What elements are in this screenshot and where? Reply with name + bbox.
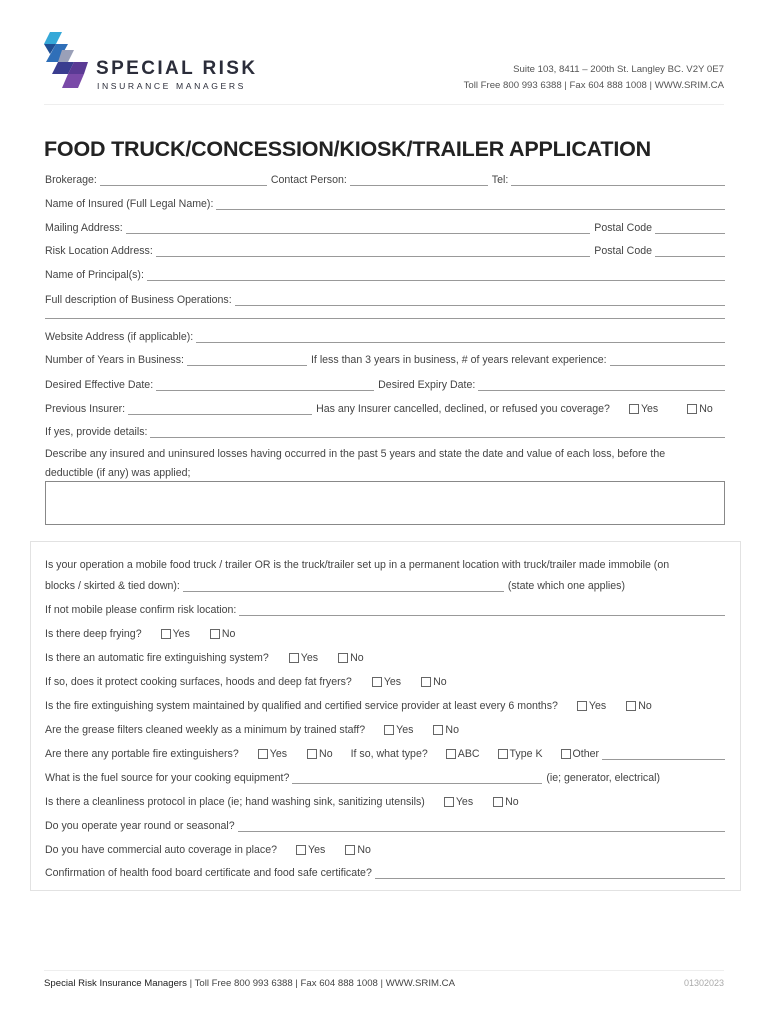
years-business-field[interactable]: [187, 355, 307, 366]
not-mobile-field[interactable]: [239, 605, 725, 616]
yes-label: Yes: [300, 652, 319, 664]
logo-mark-icon: [44, 30, 90, 90]
cleanliness-no[interactable]: [493, 796, 519, 808]
checkbox[interactable]: [338, 653, 348, 663]
type-abc-option[interactable]: [446, 748, 480, 760]
footer-company: Special Risk Insurance Managers: [44, 978, 187, 989]
type-k-option[interactable]: [498, 748, 543, 760]
type-other-option[interactable]: [561, 748, 600, 760]
not-mobile-label: If not mobile please confirm risk location:: [45, 604, 237, 616]
portable-ext-no[interactable]: [307, 748, 333, 760]
contact-person-label: Contact Person:: [270, 174, 347, 186]
row-health-cert: [45, 863, 725, 879]
row-grease-filters: [45, 720, 725, 736]
losses-textarea[interactable]: [45, 481, 725, 525]
mailing-address-field[interactable]: [126, 223, 591, 234]
row-yes-details: [45, 422, 725, 438]
commercial-auto-yes[interactable]: [296, 844, 325, 856]
row-protect-surfaces: [45, 672, 725, 688]
company-address: [464, 62, 724, 94]
health-cert-field[interactable]: [375, 868, 725, 879]
checkbox[interactable]: [629, 404, 639, 414]
name-insured-label: Name of Insured (Full Legal Name):: [45, 198, 214, 210]
row-cleanliness: [45, 792, 725, 808]
footer-divider: [44, 970, 724, 971]
no-label: No: [445, 724, 459, 736]
expiry-date-label: Desired Expiry Date:: [378, 379, 476, 391]
checkbox[interactable]: [210, 629, 220, 639]
maintained-yes[interactable]: [577, 700, 606, 712]
company-logo: [44, 30, 264, 96]
checkbox[interactable]: [384, 725, 394, 735]
expiry-date-field[interactable]: [478, 380, 725, 391]
checkbox[interactable]: [296, 845, 306, 855]
auto-fire-no[interactable]: [338, 652, 364, 664]
postal-code-label: Postal Code: [594, 222, 652, 234]
no-label: No: [357, 844, 371, 856]
checkbox[interactable]: [577, 701, 587, 711]
fuel-source-question: What is the fuel source for your cooking equipment?: [45, 772, 290, 784]
footer-contact: | Toll Free 800 993 6388 | Fax 604 888 1008 | WWW.SRIM.CA: [186, 978, 455, 989]
row-year-round: [45, 816, 725, 832]
fuel-source-field[interactable]: [292, 773, 542, 784]
tel-field[interactable]: [511, 175, 725, 186]
checkbox[interactable]: [446, 749, 456, 759]
website-field[interactable]: [196, 332, 725, 343]
row-website: [45, 327, 725, 343]
row-brokerage: [45, 170, 725, 186]
what-type-label: If so, what type?: [350, 748, 428, 760]
years-experience-label: If less than 3 years in business, # of years relevant experience:: [310, 354, 607, 366]
cleanliness-yes[interactable]: [444, 796, 473, 808]
fuel-source-hint: (ie; generator, electrical): [546, 772, 660, 784]
row-maintained: [45, 696, 725, 712]
checkbox[interactable]: [493, 797, 503, 807]
business-ops-label: Full description of Business Operations:: [45, 294, 232, 306]
checkbox[interactable]: [421, 677, 431, 687]
checkbox[interactable]: [444, 797, 454, 807]
years-business-label: Number of Years in Business:: [45, 354, 184, 366]
no-label: No: [433, 676, 447, 688]
year-round-question: Do you operate year round or seasonal?: [45, 820, 235, 832]
yes-details-field[interactable]: [150, 427, 725, 438]
grease-filters-question: Are the grease filters cleaned weekly as a minimum by trained staff?: [45, 724, 366, 736]
yes-label: Yes: [308, 844, 326, 856]
page-footer: [44, 978, 455, 989]
checkbox[interactable]: [433, 725, 443, 735]
checkbox[interactable]: [498, 749, 508, 759]
form-code: 01302023: [683, 978, 724, 988]
row-previous-insurer: [45, 399, 725, 415]
mobile-question: Is your operation a mobile food truck / trailer OR is the truck/trailer set up in a permanent location with truck/trailer made immobile (on: [45, 559, 670, 571]
no-label: No: [319, 748, 333, 760]
other-label: Other: [572, 748, 600, 760]
row-deep-frying: [45, 624, 725, 640]
postal-code-label-2: Postal Code: [594, 245, 652, 257]
tel-label: Tel:: [491, 174, 509, 186]
mobile-answer-field[interactable]: [183, 581, 504, 592]
yes-label: Yes: [383, 676, 402, 688]
abc-label: ABC: [457, 748, 480, 760]
row-mobile-answer: [45, 576, 628, 592]
maintained-question: Is the fire extinguishing system maintained by qualified and certified service provider at least every 6 months?: [45, 700, 558, 712]
cancelled-no-option[interactable]: [687, 403, 713, 415]
postal-code-field-2[interactable]: [655, 246, 725, 257]
yes-label: Yes: [269, 748, 288, 760]
row-mailing-address: [45, 218, 725, 234]
row-name-insured: [45, 194, 725, 210]
row-commercial-auto: [45, 840, 725, 856]
grease-filters-yes[interactable]: [384, 724, 413, 736]
row-business-ops-cont: [45, 303, 725, 319]
principals-field[interactable]: [147, 270, 725, 281]
maintained-no[interactable]: [626, 700, 652, 712]
year-round-field[interactable]: [238, 821, 725, 832]
row-not-mobile: [45, 600, 725, 616]
yes-label: Yes: [640, 403, 659, 415]
checkbox[interactable]: [161, 629, 171, 639]
portable-ext-yes[interactable]: [258, 748, 287, 760]
deep-frying-no[interactable]: [210, 628, 236, 640]
brokerage-field[interactable]: [100, 175, 267, 186]
type-other-field[interactable]: [602, 749, 725, 760]
protect-surfaces-yes[interactable]: [372, 676, 401, 688]
contact-line: Toll Free 800 993 6388 | Fax 604 888 1008 | WWW.SRIM.CA: [463, 80, 724, 91]
page-title: FOOD TRUCK/CONCESSION/KIOSK/TRAILER APPLICATION: [44, 137, 651, 161]
cancelled-question: Has any Insurer cancelled, declined, or refused you coverage?: [316, 403, 610, 415]
checkbox[interactable]: [258, 749, 268, 759]
principals-label: Name of Principal(s):: [45, 269, 144, 281]
portable-ext-question: Are there any portable fire extinguishers?: [45, 748, 239, 760]
row-auto-fire: [45, 648, 725, 664]
grease-filters-no[interactable]: [433, 724, 459, 736]
logo-name: SPECIAL RISK: [96, 58, 258, 79]
commercial-auto-no[interactable]: [345, 844, 371, 856]
no-label: No: [221, 628, 236, 640]
row-principals: [45, 265, 725, 281]
cancelled-yes-option[interactable]: [629, 403, 658, 415]
brokerage-label: Brokerage:: [45, 174, 97, 186]
no-label: No: [699, 403, 713, 415]
previous-insurer-field[interactable]: [128, 404, 312, 415]
checkbox[interactable]: [561, 749, 571, 759]
type-k-label: Type K: [509, 748, 543, 760]
business-ops-field-2[interactable]: [45, 308, 725, 319]
health-cert-question: Confirmation of health food board certificate and food safe certificate?: [45, 867, 372, 879]
checkbox[interactable]: [307, 749, 317, 759]
name-insured-field[interactable]: [216, 199, 725, 210]
mailing-address-label: Mailing Address:: [45, 222, 123, 234]
operations-section: [30, 541, 741, 891]
risk-location-label: Risk Location Address:: [45, 245, 153, 257]
mobile-question-cont: blocks / skirted & tied down):: [45, 580, 180, 592]
auto-fire-question: Is there an automatic fire extinguishing system?: [45, 652, 269, 664]
yes-label: Yes: [396, 724, 414, 736]
no-label: No: [638, 700, 652, 712]
cleanliness-question: Is there a cleanliness protocol in place (ie; hand washing sink, sanitizing utensils): [45, 796, 425, 808]
protect-surfaces-question: If so, does it protect cooking surfaces, hoods and deep fat fryers?: [45, 676, 352, 688]
yes-details-label: If yes, provide details:: [45, 426, 148, 438]
effective-date-label: Desired Effective Date:: [45, 379, 154, 391]
yes-label: Yes: [455, 796, 474, 808]
row-dates: [45, 375, 725, 391]
header-divider: [44, 104, 724, 105]
previous-insurer-label: Previous Insurer:: [45, 403, 126, 415]
auto-fire-yes[interactable]: [289, 652, 318, 664]
years-experience-field[interactable]: [610, 355, 725, 366]
checkbox[interactable]: [345, 845, 355, 855]
contact-person-field[interactable]: [350, 175, 488, 186]
logo-subtitle: INSURANCE MANAGERS: [97, 81, 246, 91]
state-which-note: (state which one applies): [507, 580, 625, 592]
yes-label: Yes: [172, 628, 190, 640]
checkbox[interactable]: [687, 404, 697, 414]
deep-frying-question: Is there deep frying?: [45, 628, 142, 640]
yes-label: Yes: [588, 700, 607, 712]
postal-code-field[interactable]: [655, 223, 725, 234]
losses-description: Describe any insured and uninsured losses having occurred in the past 5 years and state the date and value of each loss, before the deductible (if any) was applied;: [45, 448, 666, 479]
address-line: Suite 103, 8411 – 200th St. Langley BC. V2Y 0E7: [513, 64, 724, 75]
no-label: No: [350, 652, 364, 664]
no-label: No: [505, 796, 519, 808]
deep-frying-yes[interactable]: [161, 628, 190, 640]
effective-date-field[interactable]: [156, 380, 374, 391]
commercial-auto-question: Do you have commercial auto coverage in place?: [45, 844, 278, 856]
protect-surfaces-no[interactable]: [421, 676, 447, 688]
row-portable-ext: [45, 744, 725, 760]
risk-location-field[interactable]: [156, 246, 591, 257]
row-fuel-source: [45, 768, 663, 784]
checkbox[interactable]: [372, 677, 382, 687]
website-label: Website Address (if applicable):: [45, 331, 194, 343]
row-risk-location: [45, 241, 725, 257]
row-years: [45, 350, 725, 366]
checkbox[interactable]: [626, 701, 636, 711]
checkbox[interactable]: [289, 653, 299, 663]
